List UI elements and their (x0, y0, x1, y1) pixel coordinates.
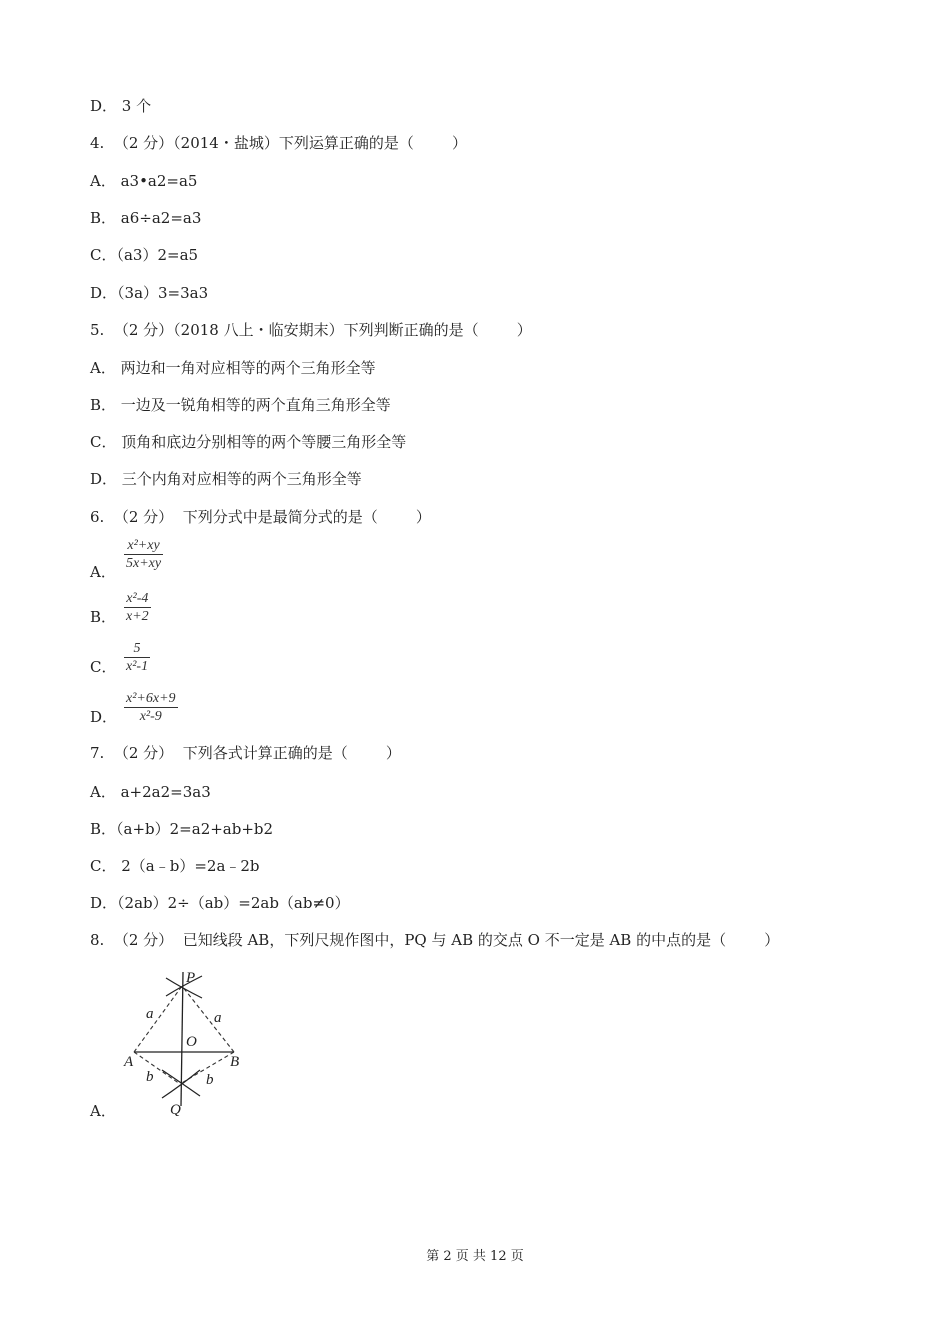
fraction-bar (124, 554, 163, 555)
fraction-numerator: x²-4 (126, 591, 149, 606)
fraction-bar (124, 657, 150, 658)
label-b-right: b (206, 1072, 214, 1088)
q6-option-b-fraction (124, 591, 151, 624)
arc-marks-p (166, 976, 202, 998)
q8-stem: 8. （2 分） 已知线段 AB，下列尺规作图中，PQ 与 AB 的交点 O 不一定是 AB 的中点的是（ ） (90, 931, 780, 949)
label-a-left: a (146, 1006, 154, 1022)
q4-stem: 4. （2 分）（2014・盐城）下列运算正确的是（ ） (90, 134, 467, 152)
q6-option-b-label: B． (90, 608, 117, 626)
fraction-numerator: 5 (133, 641, 141, 656)
q6-option-d-fraction (124, 691, 178, 724)
q5-option-b: B． 一边及一锐角相等的两个直角三角形全等 (90, 396, 391, 414)
fraction-numerator: x²+6x+9 (126, 691, 176, 706)
q4-option-a: A． a3•a2=a5 (90, 172, 198, 190)
q5-option-a: A． 两边和一角对应相等的两个三角形全等 (90, 359, 376, 377)
q5-stem: 5. （2 分）（2018 八上・临安期末）下列判断正确的是（ ） (90, 321, 532, 339)
q5-option-d: D． 三个内角对应相等的两个三角形全等 (90, 470, 362, 488)
label-b-left: b (146, 1069, 154, 1085)
q7-stem: 7. （2 分） 下列各式计算正确的是（ ） (90, 744, 401, 762)
q5-option-c: C． 顶角和底边分别相等的两个等腰三角形全等 (90, 433, 407, 451)
q6-option-a-fraction (124, 538, 163, 571)
label-b: B (230, 1054, 240, 1070)
q3-option-d: D． 3 个 (90, 97, 152, 115)
q6-option-c-fraction (124, 641, 150, 674)
q6-stem: 6. （2 分） 下列分式中是最简分式的是（ ） (90, 508, 431, 526)
q8-construction-figure (122, 966, 252, 1116)
fraction-numerator: x²+xy (127, 538, 160, 553)
fraction-bar (124, 607, 151, 608)
fraction-denominator: x+2 (126, 609, 149, 624)
q6-option-d-label: D． (90, 708, 118, 726)
line-pq (181, 972, 183, 1106)
label-a: A (124, 1054, 134, 1070)
q4-option-c: C．（a3）2=a5 (90, 246, 199, 264)
page-footer: 第 2 页 共 12 页 (426, 1249, 524, 1264)
label-q: Q (170, 1102, 181, 1116)
fraction-denominator: x²-9 (139, 709, 162, 724)
q7-option-c: C． 2（a﹣b）=2a﹣2b (90, 857, 260, 875)
q8-option-a-label: A． (90, 1102, 116, 1120)
q7-option-a: A． a+2a2=3a3 (90, 783, 211, 801)
label-p: P (186, 970, 196, 986)
fraction-denominator: x²-1 (126, 659, 149, 674)
q7-option-b: B．（a+b）2=a2+ab+b2 (90, 820, 274, 838)
q4-option-d: D．（3a）3=3a3 (90, 284, 209, 302)
q4-option-b: B． a6÷a2=a3 (90, 209, 202, 227)
fraction-bar (124, 707, 178, 708)
fraction-denominator: 5x+xy (126, 556, 162, 571)
label-a-right: a (214, 1010, 222, 1026)
q6-option-a-label: A． (90, 563, 116, 581)
label-o: O (186, 1034, 197, 1050)
q6-option-c-label: C． (90, 658, 117, 676)
q7-option-d: D．（2ab）2÷（ab）=2ab（ab≠0） (90, 894, 350, 912)
